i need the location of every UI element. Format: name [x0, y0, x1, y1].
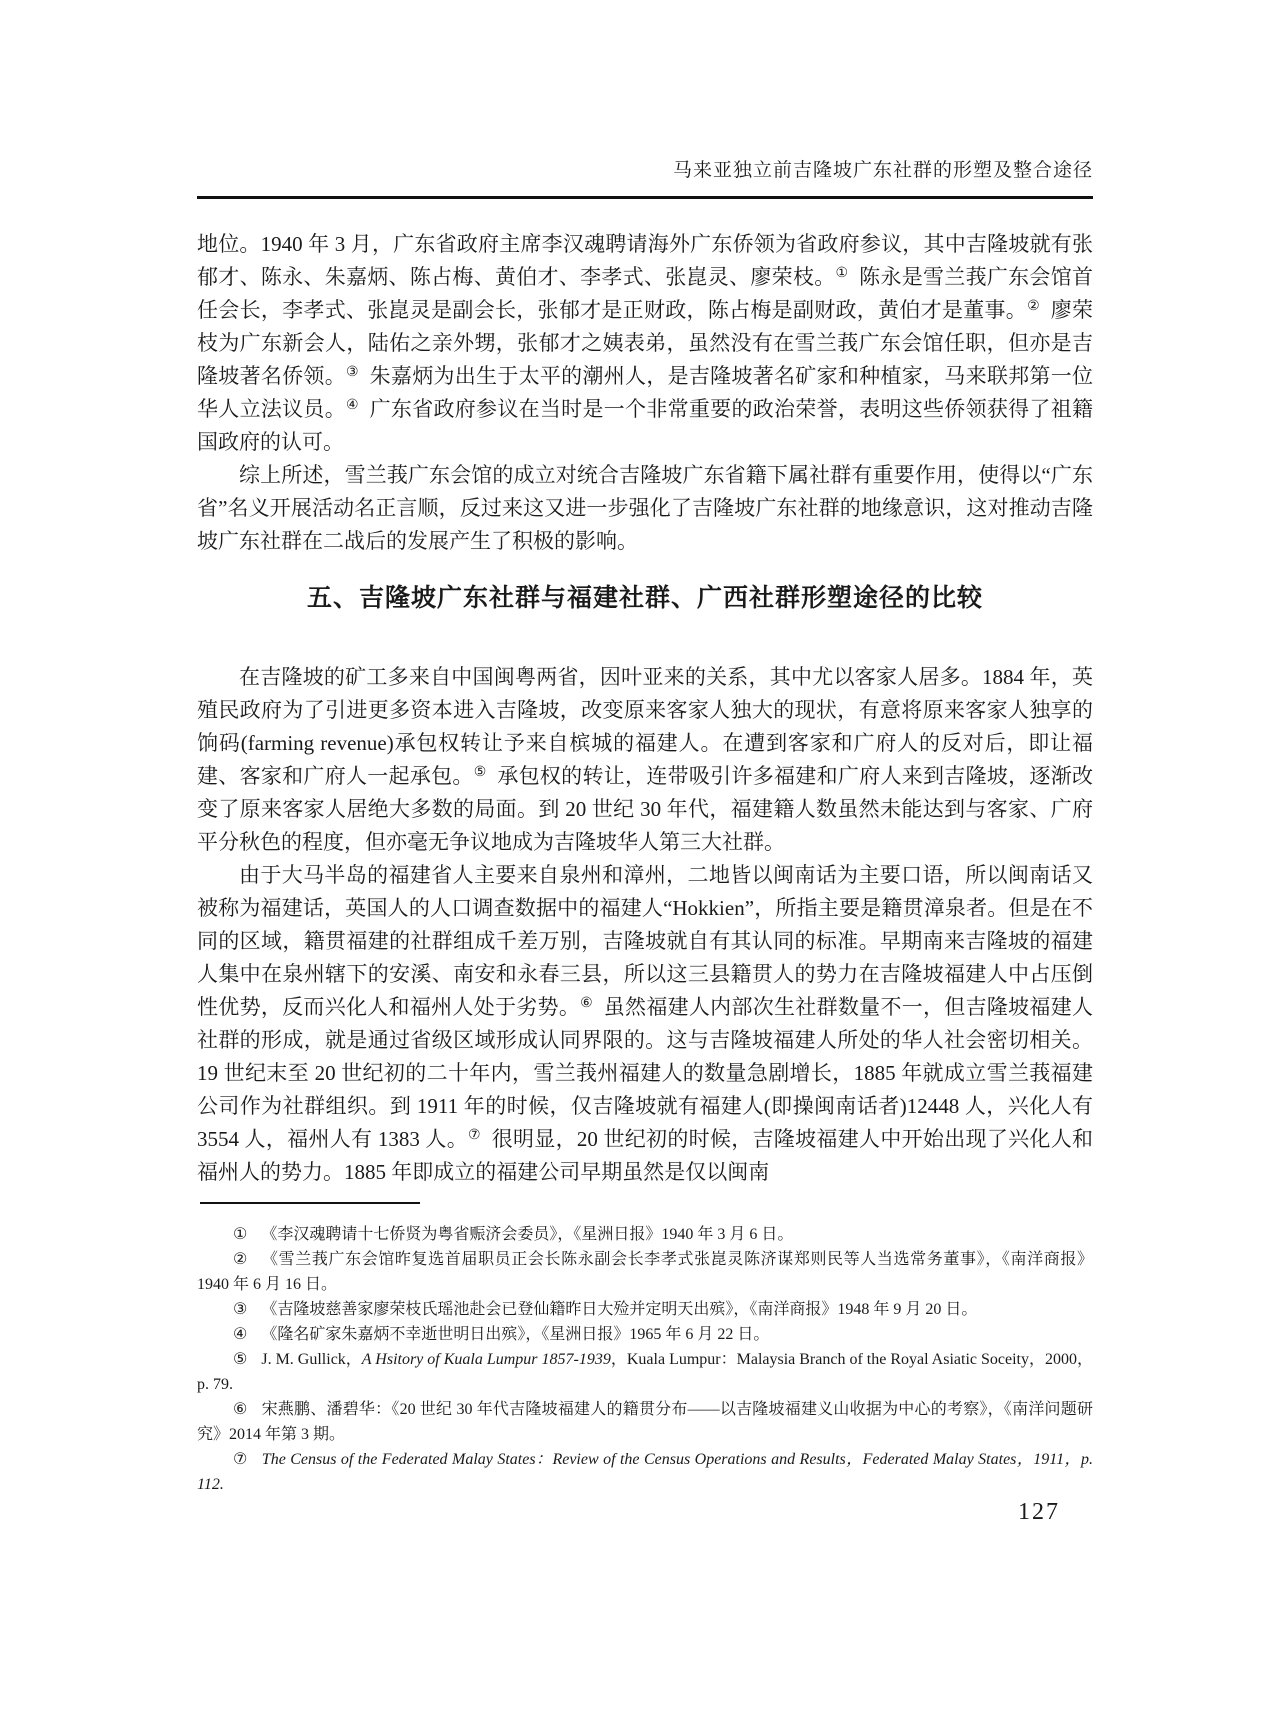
section-heading: 五、吉隆坡广东社群与福建社群、广西社群形塑途径的比较 — [306, 584, 983, 612]
running-title: 马来亚独立前吉隆坡广东社群的形塑及整合途径 — [672, 160, 1093, 181]
footnote — [197, 1347, 1093, 1397]
text-run: 朱嘉炳为出生于太平的潮州人，是吉隆坡著名矿家和种植家，马来联邦第一位华人立法议员。 — [197, 364, 1094, 421]
footnote-marker: ① — [233, 1226, 248, 1243]
footnote-marker: ③ — [233, 1301, 248, 1318]
text-run: 综上所述，雪兰莪广东会馆的成立对统合吉隆坡广东省籍下属社群有重要作用，使得以“广东省”名义开展活动名正言顺，反过来这又进一步强化了吉隆坡广东社群的地缘意识，这对推动吉隆坡广东社群在二战后的发展产生了积极的影响。 — [197, 463, 1093, 553]
footnote — [197, 1322, 1093, 1347]
footnote-marker: ② — [233, 1251, 248, 1268]
header-rule — [197, 196, 1093, 199]
text-run: 很明显，20 世纪初的时候，吉隆坡福建人中开始出现了兴化人和福州人的势力。1885 年即成立的福建公司早期虽然是仅以闽南 — [197, 1127, 1094, 1184]
text-run: The Census of the Federated Malay States：Review of the Census Operations and Results，Federated Malay States，1911，p. 112. — [197, 1451, 1093, 1493]
footnote — [197, 1247, 1093, 1297]
footnote-separator — [200, 1202, 420, 1204]
body-paragraph — [197, 459, 1093, 558]
text-run: 承包权的转让，连带吸引许多福建和广府人来到吉隆坡，逐渐改变了原来客家人居绝大多数的局面。到 20 世纪 30 年代，福建籍人数虽然未能达到与客家、广府平分秋色的程度，但亦毫无争议地成为吉隆坡华人第三大社群。 — [197, 764, 1094, 854]
footnote — [197, 1222, 1093, 1247]
text-run: 陈永是雪兰莪广东会馆首任会长，李孝式、张崑灵是副会长，张郁才是正财政，陈占梅是副财政，黄伯才是董事。 — [197, 265, 1094, 322]
text-run: 广东省政府参议在当时是一个非常重要的政治荣誉，表明这些侨领获得了祖籍国政府的认可。 — [197, 397, 1094, 454]
footnotes — [197, 1222, 1093, 1497]
page-number: 127 — [1018, 1499, 1060, 1525]
body-paragraph — [197, 661, 1093, 859]
text-run: A Hsitory of Kuala Lumpur 1857-1939 — [361, 1351, 611, 1368]
text-run: 《隆名矿家朱嘉炳不幸逝世明日出殡》，《星洲日报》1965 年 6 月 22 日。 — [261, 1326, 770, 1343]
footnote-ref: ⑦ — [468, 1128, 481, 1143]
footnote — [197, 1297, 1093, 1322]
text-run: 《李汉魂聘请十七侨贤为粤省赈济会委员》，《星洲日报》1940 年 3 月 6 日。 — [261, 1226, 794, 1243]
footnote-marker: ⑥ — [233, 1401, 248, 1418]
footnote-ref: ④ — [346, 398, 359, 413]
text-run: 由于大马半岛的福建省人主要来自泉州和漳州，二地皆以闽南话为主要口语，所以闽南话又被称为福建话，英国人的人口调查数据中的福建人“Hokkien”，所指主要是籍贯漳泉者。但是在不同的区域，籍贯福建的社群组成千差万别，吉隆坡就自有其认同的标准。早期南来吉隆坡的福建人集中在泉州辖下的安溪、南安和永春三县，所以这三县籍贯人的势力在吉隆坡福建人中占压倒性优势，反而兴化人和福州人处于劣势。 — [197, 863, 1093, 1019]
text-run: 在吉隆坡的矿工多来自中国闽粤两省，因叶亚来的关系，其中尤以客家人居多。1884 年，英殖民政府为了引进更多资本进入吉隆坡，改变原来客家人独大的现状，有意将原来客家人独享的饷码(farming revenue)承包权转让予来自槟城的福建人。在遭到客家和广府人的反对后，即让福建、客家和广府人一起承包。 — [197, 665, 1093, 788]
text-run: 地位。1940 年 3 月，广东省政府主席李汉魂聘请海外广东侨领为省政府参议，其中吉隆坡就有张郁才、陈永、朱嘉炳、陈占梅、黄伯才、李孝式、张崑灵、廖荣枝。 — [197, 232, 1093, 289]
text-run: 《雪兰莪广东会馆昨复选首届职员正会长陈永副会长李孝式张崑灵陈济谋郑则民等人当选常务董事》，《南洋商报》1940 年 6 月 16 日。 — [197, 1251, 1093, 1293]
footnote-ref: ② — [1027, 299, 1040, 314]
text-run: ，Kuala Lumpur：Malaysia Branch of the Royal Asiatic Soceity，2000，p. 79. — [197, 1351, 1093, 1393]
footnote-marker: ⑤ — [233, 1351, 248, 1368]
footnote-marker: ④ — [233, 1326, 248, 1343]
footnote — [197, 1447, 1093, 1497]
footnote-ref: ③ — [346, 365, 359, 380]
footnote-ref: ⑥ — [580, 996, 593, 1011]
text-run: 《吉隆坡慈善家廖荣枝氏瑶池赴会已登仙籍昨日大殓并定明天出殡》，《南洋商报》1948 年 9 月 20 日。 — [261, 1301, 978, 1318]
footnote-marker: ⑦ — [233, 1451, 248, 1468]
running-head — [197, 158, 1093, 199]
text-run: 宋燕鹏、潘碧华：《20 世纪 30 年代吉隆坡福建人的籍贯分布——以吉隆坡福建义山收据为中心的考察》，《南洋问题研究》2014 年第 3 期。 — [197, 1401, 1093, 1443]
footnote — [197, 1397, 1093, 1447]
footnote-ref: ① — [835, 266, 849, 281]
footnote-ref: ⑤ — [473, 765, 487, 780]
text-run: J. M. Gullick， — [261, 1351, 362, 1368]
text-run: 廖荣枝为广东新会人，陆佑之亲外甥，张郁才之姨表弟，虽然没有在雪兰莪广东会馆任职，但亦是吉隆坡著名侨领。 — [197, 298, 1094, 388]
article-body — [197, 228, 1093, 1189]
body-paragraph — [197, 859, 1093, 1189]
body-paragraph — [197, 228, 1093, 459]
text-run: 虽然福建人内部次生社群数量不一，但吉隆坡福建人社群的形成，就是通过省级区域形成认同界限的。这与吉隆坡福建人所处的华人社会密切相关。19 世纪末至 20 世纪初的二十年内，雪兰莪州福建人的数量急剧增长，1885 年就成立雪兰莪福建公司作为社群组织。到 1911 年的时候，仅吉隆坡就有福建人(即操闽南话者)12448 人，兴化人有 3554 人，福州人有 1383 人。 — [197, 995, 1094, 1151]
